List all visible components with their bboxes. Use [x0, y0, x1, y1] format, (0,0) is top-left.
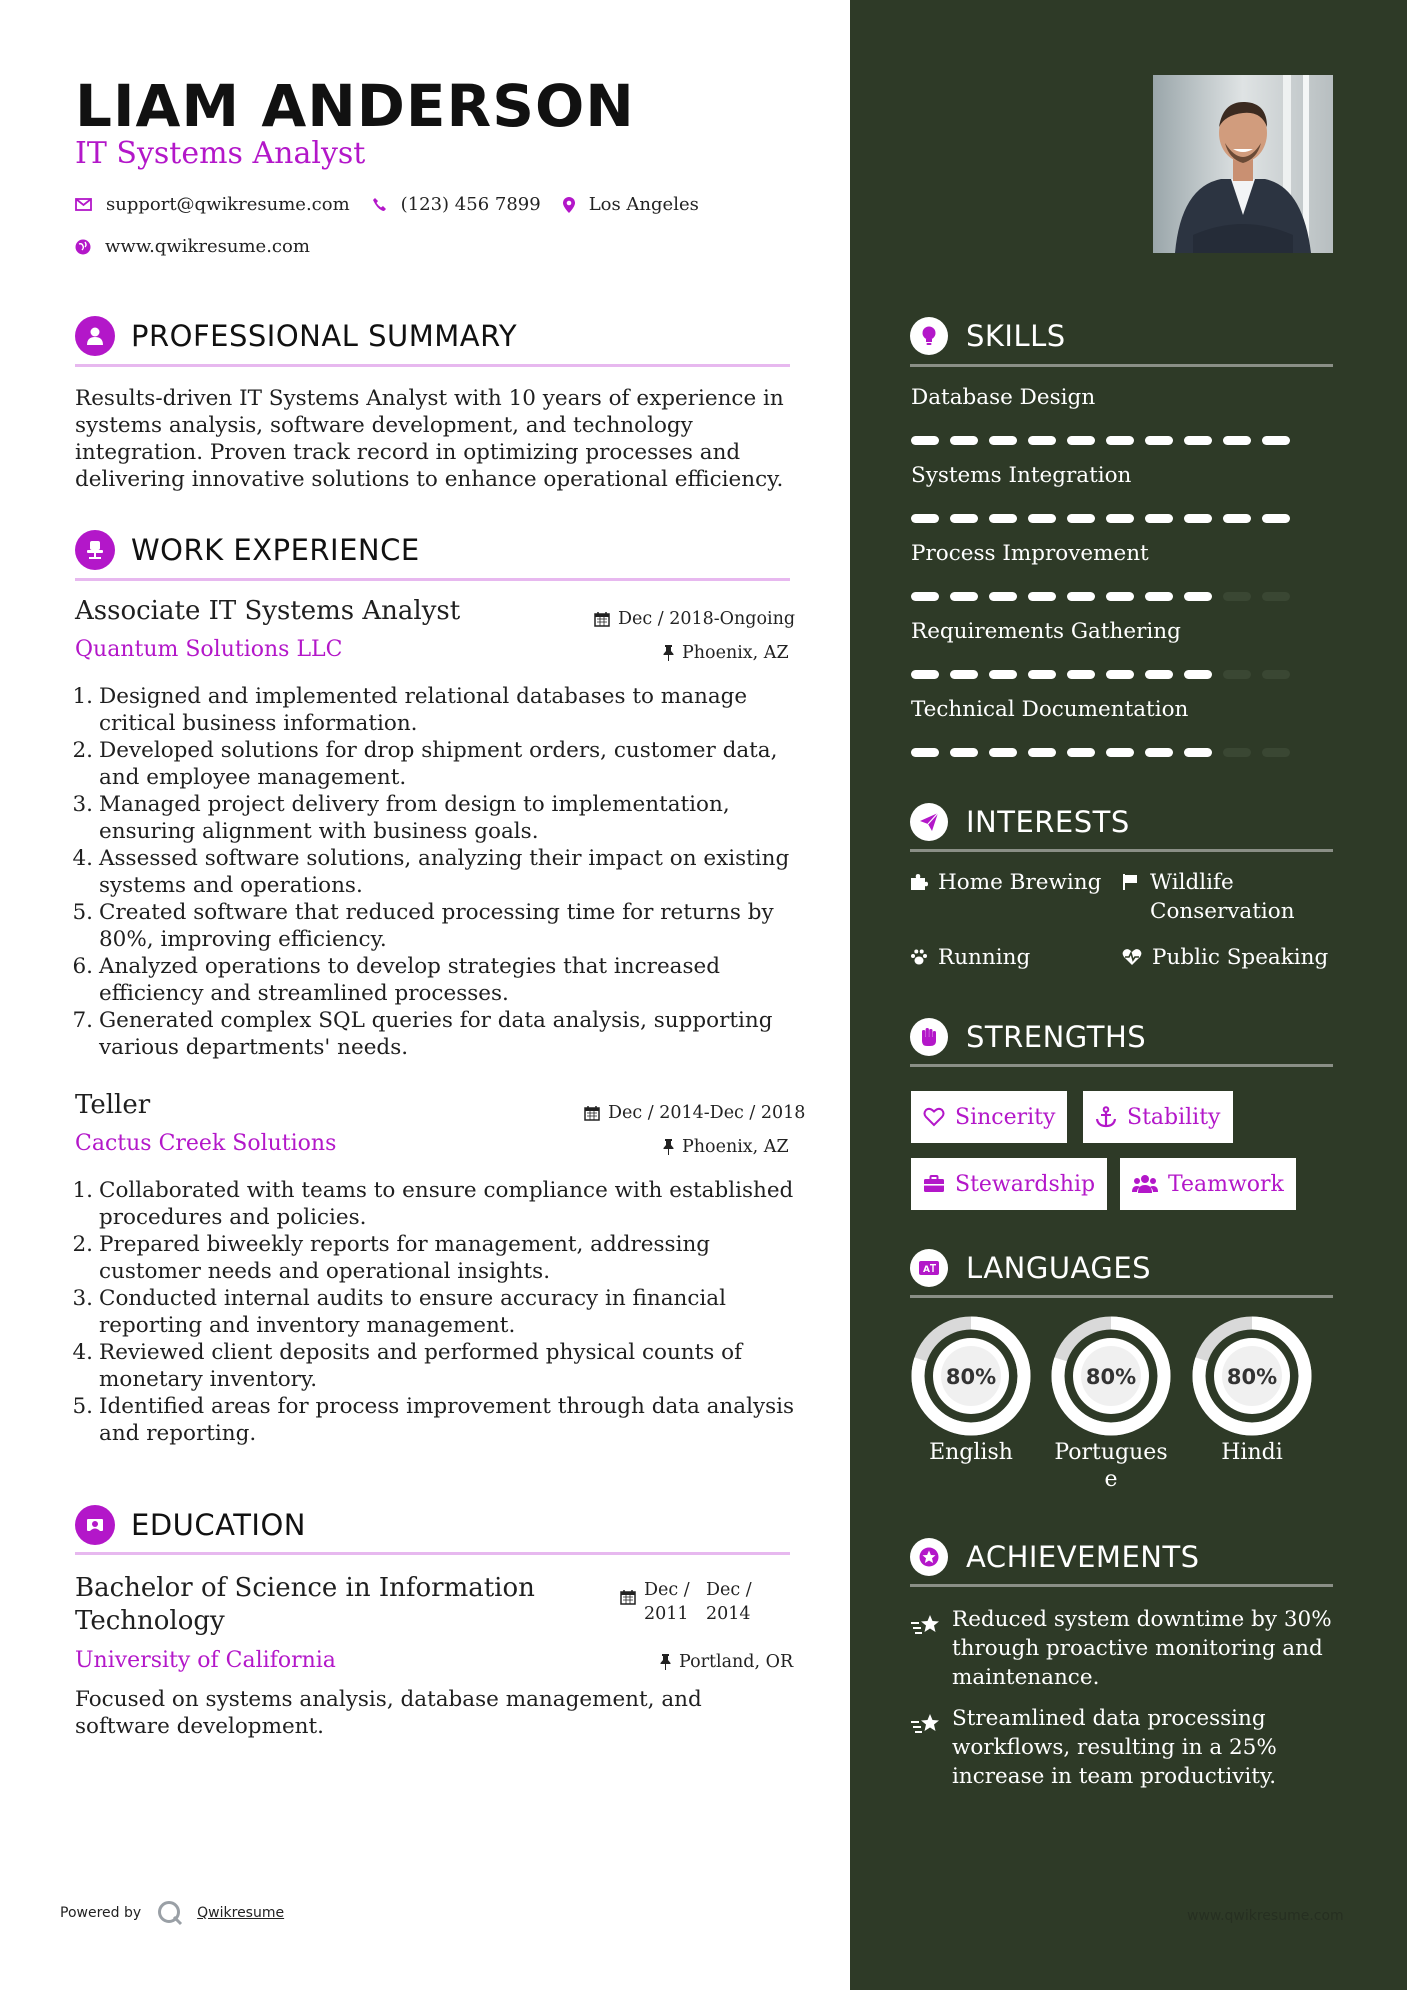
- skill-dot-filled: [911, 592, 939, 601]
- job-title: Teller: [75, 1090, 151, 1120]
- language-name: English: [929, 1440, 1013, 1465]
- skill-dot-filled: [950, 670, 978, 679]
- list-item: 5. Identified areas for process improvement through data analysis and reporting.: [72, 1394, 795, 1446]
- heart-icon: [923, 1107, 945, 1127]
- skill-dot-filled: [989, 592, 1017, 601]
- list-item: 7. Generated complex SQL queries for data analysis, supporting various departments' needs.: [72, 1008, 773, 1060]
- job-bullets: [67, 1177, 797, 1447]
- languages-title: LANGUAGES: [966, 1251, 1152, 1285]
- chair-icon: [75, 530, 115, 570]
- skill-name: Process Improvement: [911, 541, 1149, 566]
- skill-dot-filled: [1262, 436, 1290, 445]
- shooting-star-icon: [910, 1613, 942, 1637]
- interest-item: [910, 868, 1101, 897]
- school-name: University of California: [75, 1648, 336, 1673]
- phone-text: (123) 456 7899: [400, 194, 541, 215]
- interest-label: Public Speaking: [1152, 945, 1329, 970]
- phone-icon: [372, 197, 387, 212]
- skill-dot-filled: [1067, 670, 1095, 679]
- strength-label: Stability: [1127, 1104, 1221, 1130]
- skill-dot-filled: [950, 748, 978, 757]
- skill-dot-filled: [989, 748, 1017, 757]
- job-dates-text: Dec / 2014-Dec / 2018: [608, 1103, 806, 1123]
- achievement-text: Reduced system downtime by 30% through proactive monitoring and maintenance.: [952, 1607, 1332, 1690]
- skill-dot-filled: [1145, 514, 1173, 523]
- skill-dot-filled: [911, 514, 939, 523]
- language-percent: 80%: [1226, 1365, 1278, 1389]
- strength-chip: [1083, 1091, 1233, 1143]
- profile-photo: [1153, 75, 1333, 253]
- email-contact[interactable]: [75, 194, 350, 215]
- skill-name: Systems Integration: [911, 463, 1132, 488]
- list-item: 3. Conducted internal audits to ensure accuracy in financial reporting and inventory management.: [72, 1286, 726, 1338]
- skill-dot-filled: [1145, 436, 1173, 445]
- interests-divider: [910, 849, 1333, 852]
- users-icon: [1132, 1174, 1158, 1194]
- summary-title: PROFESSIONAL SUMMARY: [131, 319, 518, 353]
- skill-dot-filled: [1184, 592, 1212, 601]
- thumbtack-icon: [663, 645, 674, 661]
- list-item: 1. Designed and implemented relational databases to manage critical business information.: [72, 684, 748, 736]
- skill-dot-filled: [1028, 748, 1056, 757]
- list-item: 4. Reviewed client deposits and performed physical counts of monetary inventory.: [72, 1340, 743, 1392]
- achievement-item: [910, 1704, 1340, 1791]
- strength-chip: [911, 1158, 1107, 1210]
- skill-dot-filled: [1223, 436, 1251, 445]
- skill-dot-filled: [1106, 514, 1134, 523]
- skill-dot-filled: [1262, 514, 1290, 523]
- skill-dot-filled: [911, 670, 939, 679]
- skill-dot-filled: [1028, 514, 1056, 523]
- skill-dot-empty: [1262, 592, 1290, 601]
- paper-plane-icon: [910, 803, 948, 841]
- strengths-heading: [910, 1018, 1146, 1056]
- list-item: 4. Assessed software solutions, analyzing their impact on existing systems and operations.: [72, 846, 790, 898]
- skill-dot-filled: [1106, 436, 1134, 445]
- interests-title: INTERESTS: [966, 805, 1130, 839]
- strength-label: Stewardship: [955, 1171, 1096, 1197]
- puzzle-icon: [910, 873, 928, 891]
- summary-divider: [75, 364, 790, 367]
- powered-by-text: Powered by: [60, 1905, 142, 1921]
- flag-icon: [1122, 873, 1140, 891]
- candidate-name: LIAM ANDERSON: [75, 72, 635, 140]
- education-location-text: Portland, OR: [679, 1652, 794, 1672]
- skill-name: Requirements Gathering: [911, 619, 1181, 644]
- language-percent: 80%: [1085, 1365, 1137, 1389]
- language-item: [1050, 1315, 1172, 1493]
- language-percent: 80%: [945, 1365, 997, 1389]
- skill-dot-filled: [1028, 592, 1056, 601]
- skills-divider: [910, 364, 1333, 367]
- skills-heading: [910, 317, 1066, 355]
- language-item: [910, 1315, 1032, 1466]
- skill-dot-filled: [989, 436, 1017, 445]
- thumbtack-icon: [660, 1654, 671, 1670]
- education-start: Dec / 2011: [644, 1580, 690, 1624]
- education-divider: [75, 1552, 790, 1555]
- skill-dot-filled: [911, 436, 939, 445]
- phone-contact[interactable]: [372, 194, 541, 215]
- achievement-item: [910, 1605, 1340, 1692]
- lightbulb-icon: [910, 317, 948, 355]
- skill-dot-filled: [950, 592, 978, 601]
- list-item: 5. Created software that reduced processing time for returns by 80%, improving efficiency.: [72, 900, 774, 952]
- skill-rating: [911, 436, 1301, 445]
- briefcase-icon: [923, 1175, 945, 1193]
- skill-dot-filled: [1067, 514, 1095, 523]
- skill-dot-filled: [1145, 748, 1173, 757]
- interest-item: [1122, 868, 1337, 926]
- language-progress-ring: [1191, 1315, 1313, 1437]
- skill-dot-empty: [1223, 748, 1251, 757]
- list-item: 2. Prepared biweekly reports for management, addressing customer needs and operational insights.: [72, 1232, 711, 1284]
- strength-chip: [911, 1091, 1067, 1143]
- skill-dot-filled: [1106, 670, 1134, 679]
- location-text: Los Angeles: [588, 194, 699, 215]
- language-icon: [910, 1249, 948, 1287]
- qwikresume-link[interactable]: Qwikresume: [197, 1905, 285, 1921]
- list-item: 2. Developed solutions for drop shipment orders, customer data, and employee management.: [72, 738, 778, 790]
- experience-title: WORK EXPERIENCE: [131, 533, 420, 567]
- job-title: Associate IT Systems Analyst: [75, 596, 461, 626]
- globe-icon: [75, 239, 91, 255]
- summary-text: Results-driven IT Systems Analyst with 10 years of experience in systems analysis, software development, and technology integration. Proven track record in optimizing processes and delivering innovative solutions to enhance operational efficiency.: [75, 386, 784, 492]
- skill-rating: [911, 748, 1301, 757]
- skill-dot-empty: [1223, 670, 1251, 679]
- skill-dot-filled: [989, 670, 1017, 679]
- thumbtack-icon: [663, 1139, 674, 1155]
- education-heading: [75, 1505, 306, 1545]
- job-bullets: [67, 683, 797, 1061]
- job-dates-text: Dec / 2018-Ongoing: [618, 609, 796, 629]
- skill-dot-filled: [950, 436, 978, 445]
- skill-dot-filled: [1223, 514, 1251, 523]
- degree-title: Bachelor of Science in Information Technology: [75, 1573, 535, 1636]
- interest-item: [910, 943, 1030, 972]
- language-name: Portugues e: [1054, 1440, 1168, 1492]
- envelope-icon: [75, 198, 92, 211]
- language-progress-ring: [1050, 1315, 1172, 1437]
- interest-item: [1122, 943, 1328, 972]
- strength-chip: [1120, 1158, 1296, 1210]
- skill-dot-empty: [1262, 670, 1290, 679]
- qwikresume-logo-icon: [157, 1900, 183, 1926]
- contact-row: [75, 194, 721, 215]
- candidate-role: IT Systems Analyst: [75, 136, 366, 171]
- job-company: Cactus Creek Solutions: [75, 1131, 337, 1156]
- achievements-heading: [910, 1538, 1200, 1576]
- list-item: 1. Collaborated with teams to ensure compliance with established procedures and policies.: [72, 1178, 794, 1230]
- interest-label: Home Brewing: [938, 870, 1102, 895]
- job-company: Quantum Solutions LLC: [75, 637, 343, 662]
- interest-label: Running: [938, 945, 1031, 970]
- calendar-icon: [584, 1105, 600, 1121]
- calendar-icon: [594, 611, 610, 627]
- calendar-icon: [620, 1589, 636, 1605]
- skill-dot-filled: [1145, 670, 1173, 679]
- skill-dot-filled: [911, 748, 939, 757]
- skill-dot-filled: [1106, 748, 1134, 757]
- skill-dot-empty: [1223, 592, 1251, 601]
- map-marker-icon: [563, 197, 575, 213]
- list-item: 3. Managed project delivery from design to implementation, ensuring alignment with business goals.: [72, 792, 730, 844]
- achievement-text: Streamlined data processing workflows, resulting in a 25% increase in team productivity.: [952, 1706, 1277, 1789]
- paw-icon: [910, 948, 928, 966]
- interests-heading: [910, 803, 1130, 841]
- skill-rating: [911, 670, 1301, 679]
- language-item: [1191, 1315, 1313, 1466]
- achievements-title: ACHIEVEMENTS: [966, 1540, 1200, 1574]
- location-contact: [563, 194, 699, 215]
- svg-text:A: A: [923, 1265, 930, 1275]
- education-description: Focused on systems analysis, database management, and software development.: [75, 1687, 702, 1739]
- anchor-icon: [1095, 1106, 1117, 1128]
- skill-name: Database Design: [911, 385, 1096, 410]
- heartbeat-icon: [1122, 948, 1142, 966]
- skill-rating: [911, 592, 1301, 601]
- achievements-divider: [910, 1584, 1333, 1587]
- website-contact[interactable]: [75, 236, 310, 257]
- skill-dot-empty: [1262, 748, 1290, 757]
- skill-dot-filled: [1067, 436, 1095, 445]
- language-name: Hindi: [1221, 1440, 1283, 1465]
- email-text: support@qwikresume.com: [106, 194, 350, 215]
- skill-dot-filled: [1067, 748, 1095, 757]
- languages-heading: [910, 1249, 1151, 1287]
- skill-dot-filled: [1184, 670, 1212, 679]
- fist-icon: [910, 1018, 948, 1056]
- skills-title: SKILLS: [966, 319, 1066, 353]
- interest-label: Wildlife Conservation: [1150, 870, 1295, 924]
- powered-by: [60, 1900, 284, 1926]
- website-text: www.qwikresume.com: [105, 236, 310, 257]
- skill-dot-filled: [1184, 436, 1212, 445]
- user-icon: [75, 316, 115, 356]
- skill-rating: [911, 514, 1301, 523]
- skill-dot-filled: [1067, 592, 1095, 601]
- language-progress-ring: [910, 1315, 1032, 1437]
- star-badge-icon: [910, 1538, 948, 1576]
- skill-dot-filled: [1028, 436, 1056, 445]
- experience-divider: [75, 578, 790, 581]
- strengths-title: STRENGTHS: [966, 1020, 1147, 1054]
- skill-dot-filled: [1145, 592, 1173, 601]
- skill-dot-filled: [950, 514, 978, 523]
- skill-dot-filled: [1106, 592, 1134, 601]
- skill-dot-filled: [989, 514, 1017, 523]
- skill-dot-filled: [1184, 514, 1212, 523]
- shooting-star-icon: [910, 1712, 942, 1736]
- strengths-divider: [910, 1064, 1333, 1067]
- job-location-text: Phoenix, AZ: [682, 1137, 789, 1157]
- job-location-text: Phoenix, AZ: [682, 643, 789, 663]
- experience-heading: [75, 530, 420, 570]
- graduation-icon: [75, 1505, 115, 1545]
- education-title: EDUCATION: [131, 1508, 307, 1542]
- footer-url[interactable]: www.qwikresume.com: [1187, 1908, 1344, 1924]
- skill-dot-filled: [1028, 670, 1056, 679]
- summary-heading: [75, 316, 517, 356]
- education-end: Dec / 2014: [706, 1580, 752, 1624]
- strength-label: Teamwork: [1168, 1171, 1284, 1197]
- skill-name: Technical Documentation: [911, 697, 1189, 722]
- strength-label: Sincerity: [955, 1104, 1056, 1130]
- list-item: 6. Analyzed operations to develop strategies that increased efficiency and streamlined processes.: [72, 954, 721, 1006]
- languages-divider: [910, 1295, 1333, 1298]
- skill-dot-filled: [1184, 748, 1212, 757]
